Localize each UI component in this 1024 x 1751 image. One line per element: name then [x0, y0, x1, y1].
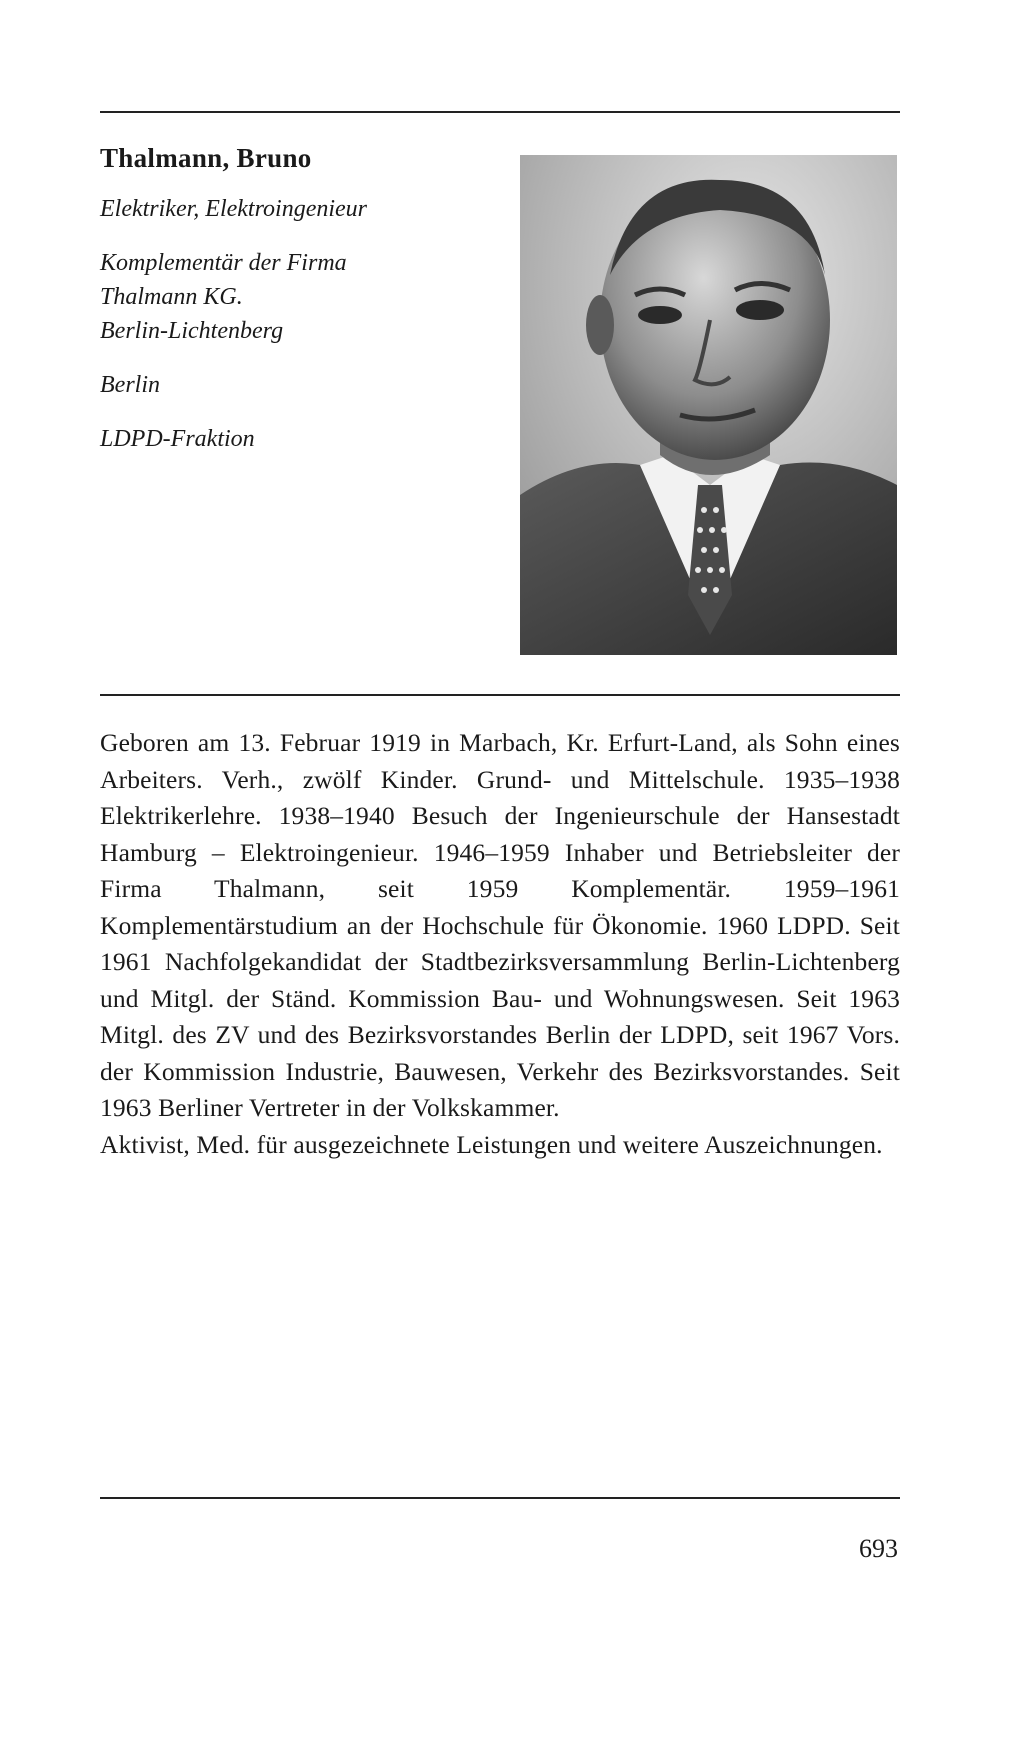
bottom-divider — [100, 1497, 900, 1499]
biography — [100, 725, 900, 1163]
position-line: Komplementär der Firma — [100, 250, 347, 276]
middle-divider — [100, 694, 900, 696]
position-line: Berlin-Lichtenberg — [100, 318, 284, 344]
portrait-photo — [520, 155, 897, 655]
biography-paragraph: Aktivist, Med. für ausgezeichnete Leistungen und weitere Auszeichnungen. — [100, 1129, 883, 1159]
entry-header — [100, 140, 500, 476]
portrait-photo-image — [520, 155, 897, 655]
page-number: 693 — [859, 1534, 898, 1563]
biography-paragraph: Geboren am 13. Februar 1919 in Marbach, Kr. Erfurt-Land, als Sohn eines Arbeiters. Verh., zwölf Kinder. Grund- und Mittelschule. 1935–1938 Elektrikerlehre. 1938–1940 Besuch der Ingenieurschule der Hansestadt Hamburg – Elektroingenieur. 1946–1959 Inhaber und Betriebsleiter der Firma Thalmann, seit 1959 Komplementär. 1959–1961 Komplementärstudium an der Hochschule für Ökonomie. 1960 LDPD. Seit 1961 Nachfolgekandidat der Stadtbezirksversammlung Berlin-Lichtenberg und Mitgl. der Ständ. Kommission Bau- und Wohnungswesen. Seit 1963 Mitgl. des ZV und des Bezirksvorstandes Berlin der LDPD, seit 1967 Vors. der Kommission Industrie, Bauwesen, Verkehr des Bezirksvorstandes. Seit 1963 Berliner Vertreter in der Volkskammer. — [100, 728, 900, 1122]
top-divider — [100, 111, 900, 113]
faction: LDPD-Fraktion — [100, 426, 255, 452]
position-block — [100, 246, 500, 348]
district: Berlin — [100, 372, 160, 398]
person-name: Thalmann, Bruno — [100, 143, 312, 173]
profession: Elektriker, Elektroingenieur — [100, 196, 368, 222]
position-line: Thalmann KG. — [100, 284, 243, 310]
